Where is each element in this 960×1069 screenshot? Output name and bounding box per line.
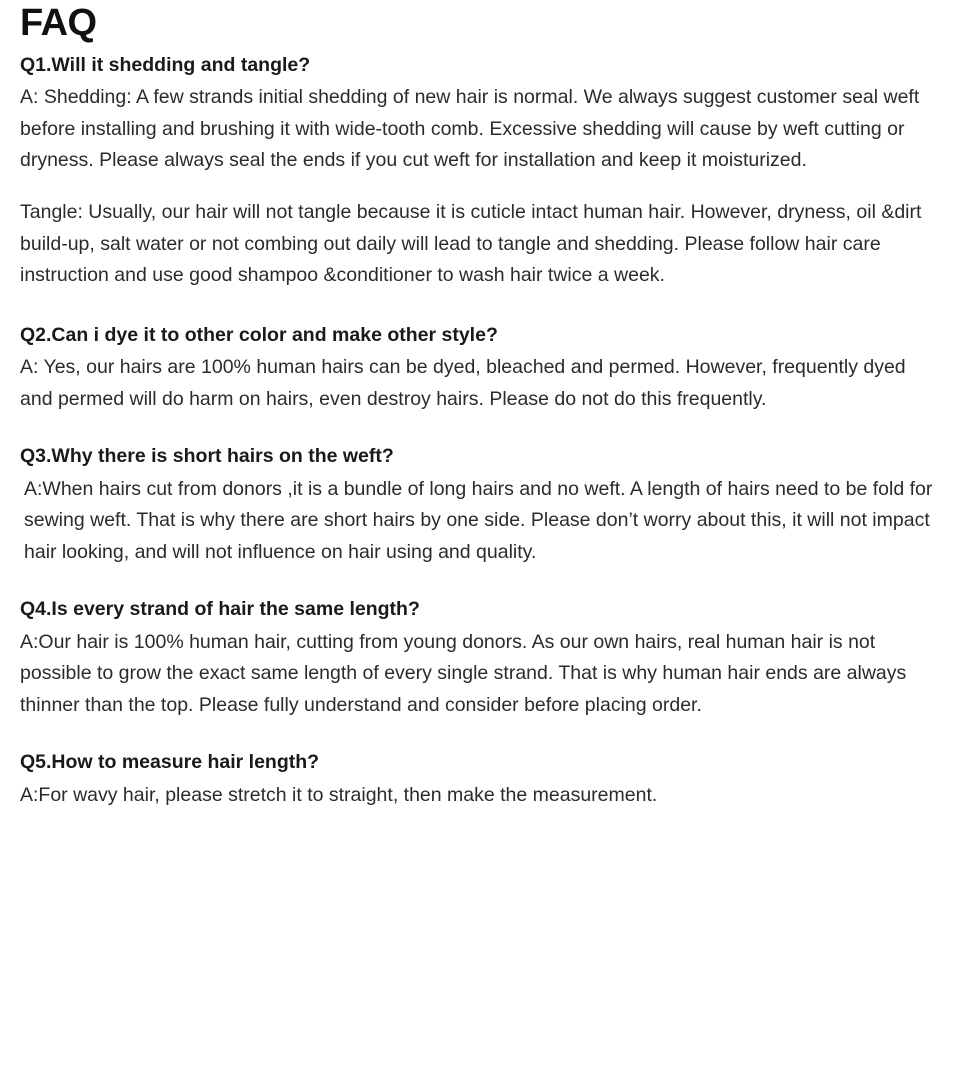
section-spacer [20,568,940,596]
faq-question-2: Q2.Can i dye it to other color and make other style? [20,323,498,346]
faq-answer-2: A: Yes, our hairs are 100% human hairs can be dyed, bleached and permed. However, frequently dyed and permed will do harm on hairs, even destroy hairs. Please do not do this frequently. [20,356,906,410]
section-spacer [20,292,940,322]
section-spacer [20,721,940,749]
faq-item-4 [20,596,940,721]
faq-question-4: Q4.Is every strand of hair the same length? [20,598,420,621]
page-title: FAQ [20,2,97,44]
section-spacer [20,415,940,443]
faq-item-3 [20,443,940,568]
faq-item-1 [20,52,940,292]
faq-answer-5: A:For wavy hair, please stretch it to straight, then make the measurement. [20,783,658,806]
paragraph-spacer [20,177,940,193]
faq-answer-4: A:Our hair is 100% human hair, cutting from young donors. As our own hairs, real human hair is not possible to grow the exact same length of every single strand. That is why human hair ends are always thinner than the top. Please fully understand and consider before placing order. [20,630,907,716]
faq-answer-1-paragraph-2: Tangle: Usually, our hair will not tangle because it is cuticle intact human hair. However, dryness, oil &dirt build-up, salt water or not combing out daily will lead to tangle and shedding. Please follow hair care instruction and use good shampoo &conditioner to wash hair twice a week. [20,201,922,287]
faq-answer-1-paragraph-1: A: Shedding: A few strands initial shedding of new hair is normal. We always suggest customer seal weft before installing and brushing it with wide-tooth comb. Excessive shedding will cause by weft cutting or dryness. Please always seal the ends if you cut weft for installation and keep it moisturized. [20,86,920,172]
faq-question-5: Q5.How to measure hair length? [20,751,320,774]
faq-item-2 [20,322,940,415]
faq-answer-3: A:When hairs cut from donors ,it is a bundle of long hairs and no weft. A length of hairs need to be fold for sewing weft. That is why there are short hairs by one side. Please don’t worry about this, it will not impact hair looking, and will not influence on hair using and quality. [24,477,933,563]
faq-question-3: Q3.Why there is short hairs on the weft? [20,445,394,468]
faq-question-1: Q1.Will it shedding and tangle? [20,54,311,76]
faq-item-5 [20,749,940,811]
